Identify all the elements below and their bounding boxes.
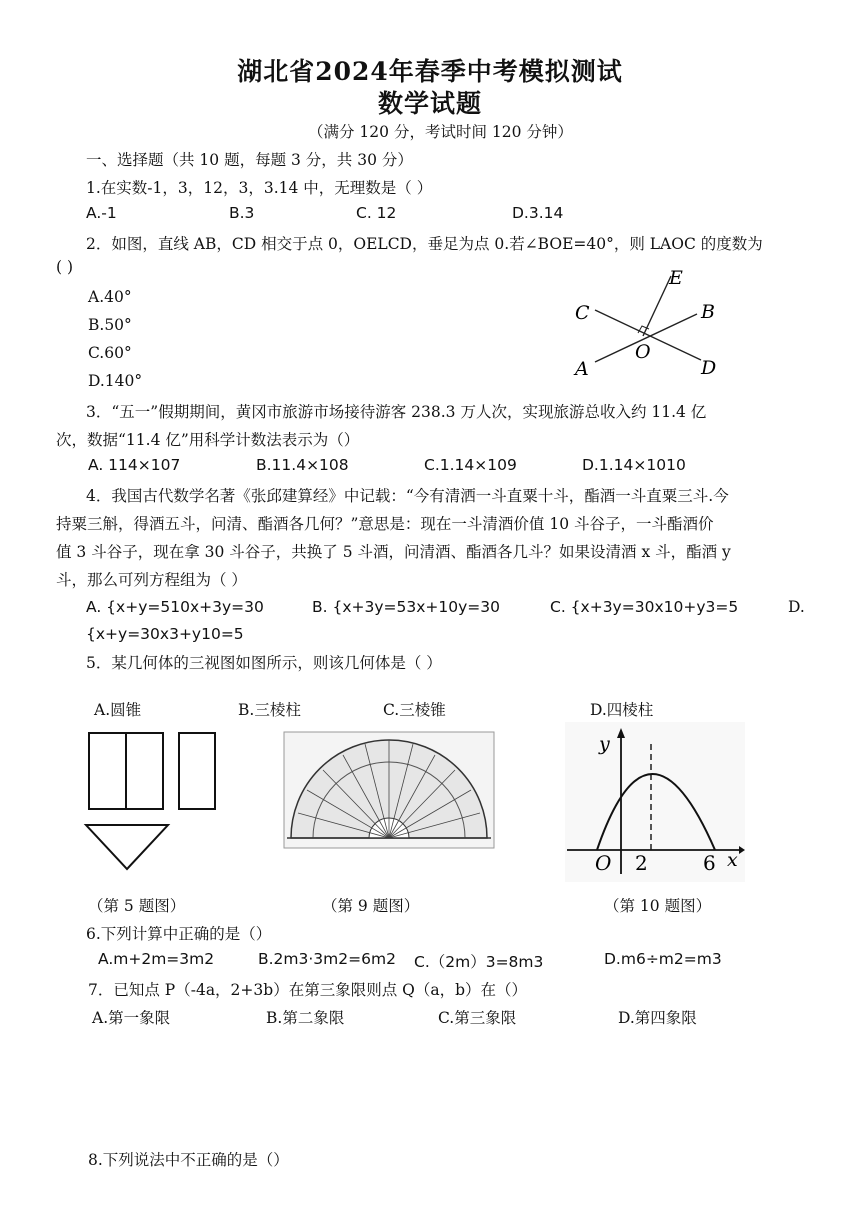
q6-option-b: B.2m3·3m2=6m2 [258,950,396,968]
fig10-parabola-graph [565,722,745,882]
ray-oe [643,276,671,336]
q1-option-c: C. 12 [356,204,397,222]
page-title: 湖北省2024年春季中考模拟测试 [237,57,623,86]
q6-stem: 6.下列计算中正确的是（） [86,925,272,943]
q4-line3: 值 3 斗谷子，现在拿 30 斗谷子，共换了 5 斗酒，问清酒、酯酒各几斗？如果设清酒 x 斗，酯酒 y [56,543,731,561]
q1-stem: 1.在实数-1，3，12，3，3.14 中，无理数是（ ） [86,179,433,197]
q4-option-a: A. {x+y=510x+3y=30 [86,598,264,616]
q2-figure [565,262,735,382]
exam-note: （满分 120 分，考试时间 120 分钟） [308,123,573,141]
q5-option-a: A.圆锥 [94,701,142,719]
label-c: C [575,302,590,324]
q2-paren: ( ) [56,258,74,276]
q4-line1: 4．我国古代数学名著《张邱建算经》中记载：“今有清洒一斗直粟十斗，酯酒一斗直粟三斗.今 [86,487,729,505]
q8-stem: 8.下列说法中不正确的是（） [88,1151,289,1169]
q2-option-a: A.40° [88,288,132,306]
q6-option-c: C.（2m）3=8m3 [414,953,544,971]
q5-stem: 5．某几何体的三视图如图所示，则该几何体是（ ） [86,654,442,672]
fig10-label-y: y [599,733,610,755]
q3-option-a: A. 114×107 [88,456,181,474]
caption-fig10: （第 10 题图） [604,897,712,915]
q2-stem: 2．如图，直线 AB，CD 相交于点 0，OELCD，垂足为点 0.若∠BOE=40°，则 LAOC 的度数为 [86,235,763,253]
page-subtitle: 数学试题 [377,89,482,118]
q4-line4: 斗，那么可列方程组为（ ） [56,571,247,589]
fig5-three-views [80,728,230,878]
q4-line2: 持粟三斛，得酒五斗，问清、酯酒各几何？”意思是：现在一斗清酒价值 10 斗谷子，一斗酯酒价 [56,515,714,533]
label-e: E [669,267,683,289]
q3-line2: 次，数据“11.4 亿”用科学计数法表示为（） [56,431,360,449]
q1-option-a: A.-1 [86,204,117,222]
fig10-label-origin: O [595,851,612,875]
label-b: B [701,301,715,323]
label-a: A [575,358,589,380]
fig10-label-6: 6 [703,851,716,875]
label-d: D [701,357,717,379]
q5-option-d: D.四棱柱 [590,701,654,719]
q5-option-c: C.三棱锥 [383,701,446,719]
q3-line1: 3．“五一”假期期间，黄冈市旅游市场接待游客 238.3 万人次，实现旅游总收入约 11.4 亿 [86,403,707,421]
q7-option-b: B.第二象限 [266,1009,345,1027]
q1-option-b: B.3 [229,204,255,222]
fig10-photo-background [565,722,745,882]
q2-option-d: D.140° [88,372,143,390]
caption-fig5: （第 5 题图） [88,897,186,915]
top-view-triangle [86,825,168,869]
q2-option-c: C.60° [88,344,132,362]
q3-option-d: D.1.14×1010 [582,456,686,474]
fig10-label-x: x [727,849,738,871]
q7-option-a: A.第一象限 [92,1009,171,1027]
q6-option-d: D.m6÷m2=m3 [604,950,722,968]
section-heading: 一、选择题（共 10 题，每题 3 分，共 30 分） [86,151,413,169]
q3-option-b: B.11.4×108 [256,456,349,474]
caption-fig9: （第 9 题图） [322,897,420,915]
side-view [179,733,215,809]
q4-option-d: D. [788,598,805,616]
fig9-protractor [283,730,495,850]
q6-option-a: A.m+2m=3m2 [98,950,215,968]
q4-option-b: B. {x+3y=53x+10y=30 [312,598,501,616]
q2-option-b: B.50° [88,316,132,334]
q7-option-c: C.第三象限 [438,1009,517,1027]
q7-option-d: D.第四象限 [618,1009,697,1027]
q5-option-b: B.三棱柱 [238,701,301,719]
q7-stem: 7．已知点 P（-4a，2+3b）在第三象限则点 Q（a，b）在（） [88,981,527,999]
q3-option-c: C.1.14×109 [424,456,517,474]
fig10-label-2: 2 [635,851,648,875]
label-o: O [635,341,651,363]
q4-option-d-equations: {x+y=30x3+y10=5 [86,625,244,643]
q1-option-d: D.3.14 [512,204,564,222]
q4-option-c: C. {x+3y=30x10+y3=5 [550,598,739,616]
